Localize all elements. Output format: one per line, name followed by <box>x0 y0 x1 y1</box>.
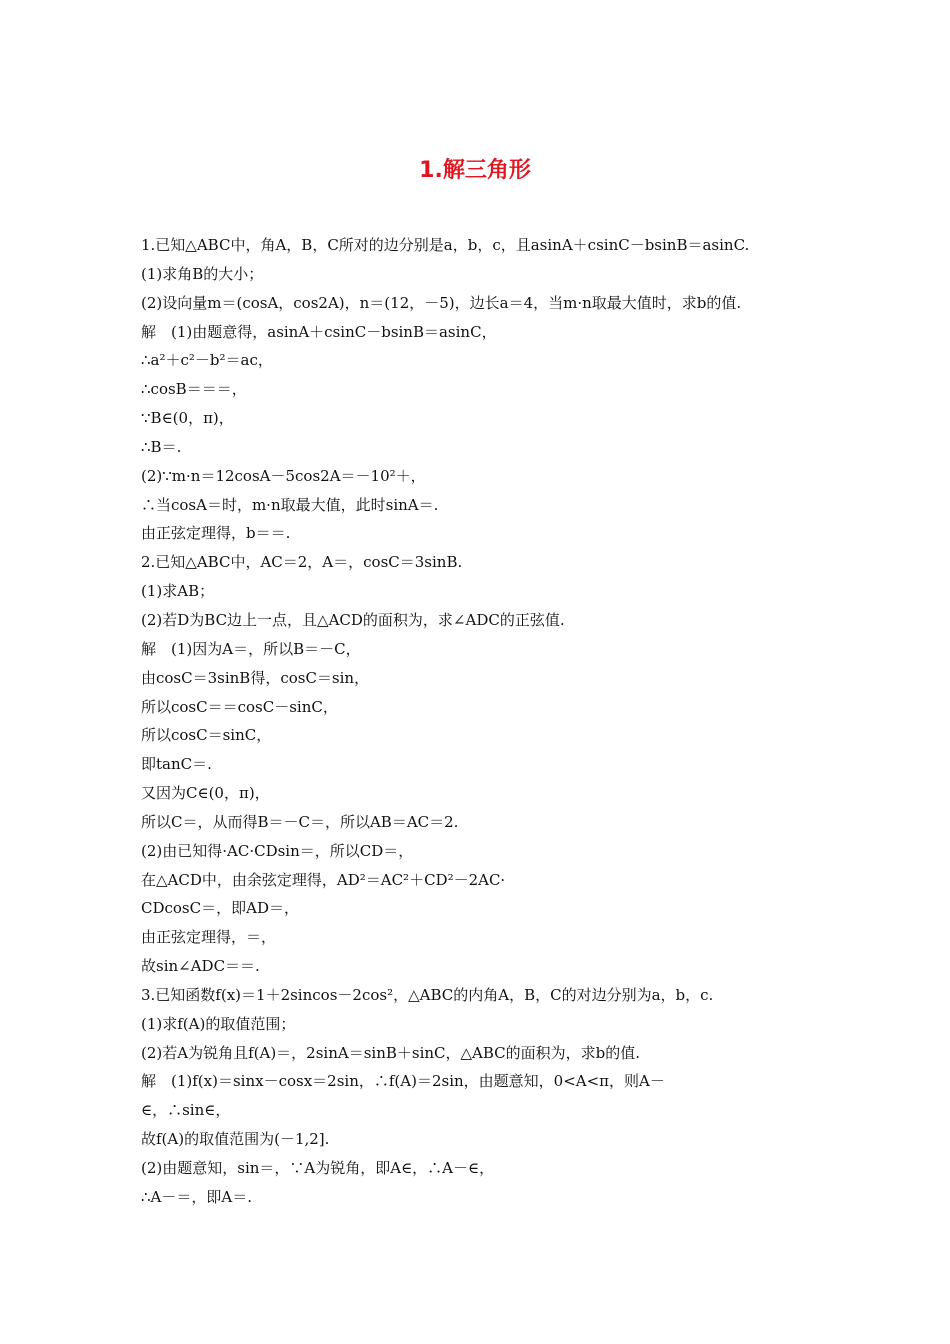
text-line: (1)求AB； <box>141 582 215 601</box>
text-line: (2)∵m·n＝12cosA－5cos2A＝－10²＋， <box>141 466 426 485</box>
text-line: ∴当cosA＝时，m·n取最大值，此时sinA＝. <box>141 495 439 514</box>
text-line: (2)设向量m＝(cosA，cos2A)，n＝(12，－5)，边长a＝4，当m·n取最大值时，求b的值. <box>141 293 742 312</box>
text-line: ∵B∈(0，π)， <box>141 409 234 428</box>
text-line: 故f(A)的取值范围为(－1,2]. <box>141 1130 330 1149</box>
text-line: (2)由题意知，sin＝，∵A为锐角，即A∈，∴A－∈， <box>141 1159 495 1177</box>
text-line: 即tanC＝. <box>141 755 212 774</box>
text-line: 由正弦定理得，b＝＝. <box>141 524 291 543</box>
text-line: 由cosC＝3sinB得，cosC＝sin， <box>141 668 370 687</box>
text-line: 解 (1)因为A＝，所以B＝－C， <box>141 639 361 658</box>
text-line: 在△ACD中，由余弦定理得，AD²＝AC²＋CD²－2AC· <box>141 870 506 889</box>
document-body <box>141 231 813 1212</box>
text-line: 解 (1)f(x)＝sinx－cosx＝2sin，∴f(A)＝2sin，由题意知，0<A<π，则A－ <box>141 1072 665 1091</box>
text-line: ∴B＝. <box>141 437 182 456</box>
text-line: ∴cosB＝＝＝， <box>141 380 247 399</box>
text-line: (2)若D为BC边上一点，且△ACD的面积为，求∠ADC的正弦值. <box>141 610 565 629</box>
text-line: 所以cosC＝＝cosC－sinC， <box>141 697 338 716</box>
page-title: 1.解三角形 <box>419 158 531 183</box>
text-line: CDcosC＝，即AD＝， <box>141 899 299 918</box>
text-line: 所以cosC＝sinC， <box>141 726 272 745</box>
text-line: 所以C＝，从而得B＝－C＝，所以AB＝AC＝2. <box>141 812 459 831</box>
text-line: (2)由已知得·AC·CDsin＝，所以CD＝， <box>141 841 414 860</box>
text-line: 2.已知△ABC中，AC＝2，A＝，cosC＝3sinB. <box>141 553 463 572</box>
text-line: 由正弦定理得，＝， <box>141 928 277 947</box>
text-line: (2)若A为锐角且f(A)＝，2sinA＝sinB＋sinC，△ABC的面积为，求b的值. <box>141 1043 641 1062</box>
text-line: 3.已知函数f(x)＝1＋2sincos－2cos²，△ABC的内角A，B，C的对边分别为a，b，c. <box>141 985 714 1004</box>
text-line: 1.已知△ABC中，角A，B，C所对的边分别是a，b，c，且asinA＋csinC－bsinB＝asinC. <box>141 236 750 254</box>
text-line: 故sin∠ADC＝＝. <box>141 957 260 976</box>
text-line: ∈，∴sin∈， <box>141 1101 231 1120</box>
text-line: ∴a²＋c²－b²＝ac， <box>141 351 273 370</box>
text-line: (1)求f(A)的取值范围； <box>141 1014 296 1033</box>
text-line: (1)求角B的大小； <box>141 264 264 283</box>
text-line: 解 (1)由题意得，asinA＋csinC－bsinB＝asinC， <box>141 322 497 341</box>
text-line: 又因为C∈(0，π)， <box>141 784 270 803</box>
text-line: ∴A－＝，即A＝. <box>141 1187 252 1206</box>
